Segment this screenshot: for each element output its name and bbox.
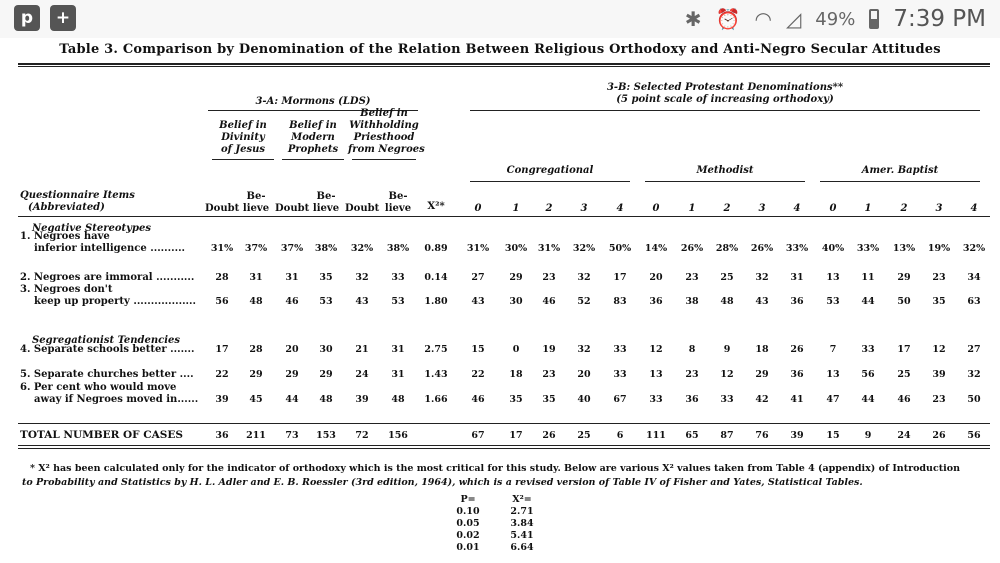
congregational-rule (470, 181, 630, 182)
table-cell: 21 (355, 344, 369, 355)
row-header-abbreviated: (Abbreviated) (28, 202, 105, 213)
table-cell: 29 (319, 369, 333, 380)
table-cell: 53 (826, 296, 840, 307)
table-cell: 32% (962, 243, 986, 254)
belief-1-rule (212, 159, 274, 160)
table-cell: 31 (391, 369, 405, 380)
x-squared-value: 2.71 (510, 506, 534, 517)
group-a-header: 3-A: Mormons (LDS) (255, 96, 371, 107)
table-cell: 39 (355, 394, 369, 405)
total-cell: 17 (509, 430, 523, 441)
table-cell: 83 (613, 296, 627, 307)
table-cell: 34 (967, 272, 981, 283)
table-cell: 22 (471, 369, 485, 380)
battery-icon (869, 9, 879, 29)
denomination-congregational: Congregational (506, 165, 594, 176)
table-cell: 1.43 (424, 369, 448, 380)
table-cell: 53 (391, 296, 405, 307)
table-cell: 0.14 (424, 272, 448, 283)
column-scale-4: 4 (970, 203, 978, 214)
table-cell: 31 (249, 272, 263, 283)
table-cell: 32 (577, 272, 591, 283)
column-doubt: Doubt (275, 203, 310, 214)
table-cell: 7 (829, 344, 837, 355)
row-label-line-1: 1. Negroes have (20, 231, 110, 242)
table-cell: 56 (861, 369, 875, 380)
table-cell: 31 (391, 344, 405, 355)
table-cell: 41 (790, 394, 804, 405)
table-cell: 33 (613, 344, 627, 355)
footnote-line-2: to Probability and Statistics by H. L. Adler and E. B. Roessler (3rd edition, 1964), which is a revised version of Table IV of Fisher and Yates, Statistical Tables. (22, 477, 863, 488)
table-cell: 31% (537, 243, 561, 254)
row-label: away if Negroes moved in...... (34, 394, 199, 405)
app-icon-p[interactable]: p (14, 5, 40, 31)
total-rule-bottom-2 (18, 448, 990, 449)
belief-2-rule (282, 159, 344, 160)
app-icon-plus[interactable]: + (50, 5, 76, 31)
total-cell: 111 (646, 430, 666, 441)
total-cell: 72 (355, 430, 369, 441)
table-cell: 50% (608, 243, 632, 254)
column-scale-2: 2 (545, 203, 553, 214)
table-cell: 43 (471, 296, 485, 307)
denomination-methodist: Methodist (696, 165, 754, 176)
table-cell: 27 (967, 344, 981, 355)
table-cell: 17 (215, 344, 229, 355)
section-segregationist-tendencies: Segregationist Tendencies (32, 335, 180, 346)
column-scale-4: 4 (793, 203, 801, 214)
table-cell: 20 (577, 369, 591, 380)
table-cell: 32% (572, 243, 596, 254)
table-cell: 38% (386, 243, 410, 254)
total-cell: 65 (685, 430, 699, 441)
table-cell: 50 (967, 394, 981, 405)
table-cell: 30% (504, 243, 528, 254)
table-cell: 18 (509, 369, 523, 380)
top-rule (18, 63, 990, 65)
table-cell: 63 (967, 296, 981, 307)
table-cell: 12 (720, 369, 734, 380)
table-cell: 40 (577, 394, 591, 405)
table-cell: 36 (790, 369, 804, 380)
table-cell: 18 (755, 344, 769, 355)
table-cell: 15 (471, 344, 485, 355)
table-cell: 35 (509, 394, 523, 405)
table-cell: 56 (215, 296, 229, 307)
table-cell: 31% (466, 243, 490, 254)
table-cell: 33% (785, 243, 809, 254)
p-value: 0.01 (456, 542, 480, 553)
belief-1-line-2: Divinity (221, 132, 265, 143)
table-cell: 36 (685, 394, 699, 405)
table-cell: 45 (249, 394, 263, 405)
table-cell: 20 (285, 344, 299, 355)
table-cell: 50 (897, 296, 911, 307)
total-cell: 15 (826, 430, 840, 441)
signal-icon: ◿ (785, 7, 802, 31)
table-cell: 53 (319, 296, 333, 307)
p-header: P= (460, 494, 476, 505)
table-cell: 9 (723, 344, 731, 355)
column-scale-0: 0 (829, 203, 837, 214)
methodist-rule (645, 181, 805, 182)
row-label-line-1: 3. Negroes don't (20, 284, 113, 295)
row-label: keep up property .................. (34, 296, 197, 307)
x-squared-value: 3.84 (510, 518, 534, 529)
footnote-line-1: * X² has been calculated only for the indicator of orthodoxy which is the most critical for this study. Below are various X² values taken from Table 4 (appendix) of Introduction (30, 463, 960, 474)
total-cell: 26 (542, 430, 556, 441)
table-cell: 32% (350, 243, 374, 254)
column-scale-1: 1 (688, 203, 696, 214)
table-cell: 32 (577, 344, 591, 355)
table-cell: 32 (755, 272, 769, 283)
table-cell: 33 (649, 394, 663, 405)
table-cell: 0.89 (424, 243, 448, 254)
belief-2-line-2: Modern (291, 132, 335, 143)
belief-1-line-3: of Jesus (220, 144, 266, 155)
table-cell: 33 (720, 394, 734, 405)
table-cell: 38 (685, 296, 699, 307)
column-believe-part-2: lieve (242, 203, 270, 214)
belief-header-2 (278, 120, 348, 156)
table-cell: 43 (755, 296, 769, 307)
column-scale-0: 0 (474, 203, 482, 214)
table-cell: 19 (542, 344, 556, 355)
table-cell: 25 (897, 369, 911, 380)
belief-3-line-2: Withholding (349, 120, 419, 131)
table-cell: 2.75 (424, 344, 448, 355)
belief-header-3 (348, 108, 425, 156)
total-cell: 87 (720, 430, 734, 441)
column-doubt: Doubt (345, 203, 380, 214)
table-cell: 67 (613, 394, 627, 405)
table-cell: 33% (856, 243, 880, 254)
table-cell: 23 (932, 272, 946, 283)
table-cell: 26% (750, 243, 774, 254)
table-cell: 17 (613, 272, 627, 283)
table-cell: 11 (861, 272, 875, 283)
table-cell: 13 (826, 272, 840, 283)
table-cell: 23 (542, 369, 556, 380)
total-cell: 73 (285, 430, 299, 441)
column-believe-part-1: Be- (316, 191, 336, 202)
table-cell: 43 (355, 296, 369, 307)
table-cell: 31% (210, 243, 234, 254)
table-cell: 44 (861, 296, 875, 307)
x-squared-value: 6.64 (510, 542, 534, 553)
table-cell: 26 (790, 344, 804, 355)
table-cell: 30 (319, 344, 333, 355)
table-cell: 46 (285, 296, 299, 307)
table-cell: 13 (649, 369, 663, 380)
table-cell: 29 (755, 369, 769, 380)
column-scale-1: 1 (864, 203, 872, 214)
table-cell: 37% (280, 243, 304, 254)
clock: 7:39 PM (893, 6, 986, 32)
table-cell: 12 (932, 344, 946, 355)
column-scale-2: 2 (723, 203, 731, 214)
table-cell: 52 (577, 296, 591, 307)
total-cell: 56 (967, 430, 981, 441)
table-cell: 33 (861, 344, 875, 355)
belief-2-line-1: Belief in (289, 120, 337, 131)
table-cell: 46 (897, 394, 911, 405)
table-cell: 29 (249, 369, 263, 380)
table-cell: 23 (685, 272, 699, 283)
table-cell: 8 (688, 344, 696, 355)
total-rule-top (18, 423, 990, 424)
table-cell: 30 (509, 296, 523, 307)
table-cell: 38% (314, 243, 338, 254)
table-cell: 29 (509, 272, 523, 283)
total-cell: 25 (577, 430, 591, 441)
p-value: 0.10 (456, 506, 480, 517)
total-cell: 156 (388, 430, 408, 441)
table-cell: 39 (215, 394, 229, 405)
table-cell: 28 (215, 272, 229, 283)
table-cell: 29 (285, 369, 299, 380)
column-scale-3: 3 (758, 203, 766, 214)
status-bar (0, 0, 1000, 38)
table-cell: 23 (685, 369, 699, 380)
column-believe-part-2: lieve (312, 203, 340, 214)
p-value: 0.02 (456, 530, 480, 541)
group-b-subheader: (5 point scale of increasing orthodoxy) (616, 94, 834, 105)
total-cell: 211 (246, 430, 266, 441)
table-cell: 48 (391, 394, 405, 405)
column-scale-0: 0 (652, 203, 660, 214)
row-label: 2. Negroes are immoral ........... (20, 272, 195, 283)
belief-header-1 (208, 120, 278, 156)
column-doubt: Doubt (205, 203, 240, 214)
column-chi-square: X²* (427, 201, 445, 212)
table-cell: 20 (649, 272, 663, 283)
document-page (0, 38, 1000, 563)
table-cell: 23 (932, 394, 946, 405)
table-cell: 33 (613, 369, 627, 380)
section-negative-stereotypes: Negative Stereotypes (32, 223, 151, 234)
alarm-icon: ⏰ (715, 7, 741, 31)
wifi-icon: ◠ (754, 7, 772, 31)
table-cell: 1.80 (424, 296, 448, 307)
table-cell: 14% (644, 243, 668, 254)
belief-3-line-1: Belief in (360, 108, 408, 119)
table-cell: 28% (715, 243, 739, 254)
column-scale-2: 2 (900, 203, 908, 214)
table-title: Table 3. Comparison by Denomination of the Relation Between Religious Orthodoxy and Anti-Negro Secular Attitudes (59, 42, 941, 57)
table-cell: 35 (542, 394, 556, 405)
table-cell: 23 (542, 272, 556, 283)
row-header-items: Questionnaire Items (20, 190, 135, 201)
table-cell: 13% (892, 243, 916, 254)
table-cell: 36 (649, 296, 663, 307)
table-cell: 25 (720, 272, 734, 283)
table-cell: 33 (391, 272, 405, 283)
row-label: 5. Separate churches better .... (20, 369, 194, 380)
column-scale-1: 1 (512, 203, 520, 214)
table-cell: 39 (932, 369, 946, 380)
total-cell: 76 (755, 430, 769, 441)
p-value: 0.05 (456, 518, 480, 529)
x-squared-value: 5.41 (510, 530, 534, 541)
group-b-header: 3-B: Selected Protestant Denominations** (606, 82, 844, 93)
column-scale-3: 3 (580, 203, 588, 214)
x-header: X²= (512, 494, 532, 505)
table-cell: 22 (215, 369, 229, 380)
table-cell: 17 (897, 344, 911, 355)
table-cell: 42 (755, 394, 769, 405)
table-cell: 37% (244, 243, 268, 254)
column-believe-part-1: Be- (246, 191, 266, 202)
total-rule-bottom (18, 445, 990, 446)
total-label: TOTAL NUMBER OF CASES (20, 429, 183, 441)
table-cell: 44 (285, 394, 299, 405)
column-scale-3: 3 (935, 203, 943, 214)
column-believe-part-1: Be- (388, 191, 408, 202)
row-label: inferior intelligence .......... (34, 243, 186, 254)
column-scale-4: 4 (616, 203, 624, 214)
table-cell: 1.66 (424, 394, 448, 405)
total-cell: 67 (471, 430, 485, 441)
table-cell: 48 (319, 394, 333, 405)
belief-1-line-1: Belief in (219, 120, 267, 131)
table-cell: 31 (790, 272, 804, 283)
header-rule (18, 216, 990, 217)
table-cell: 12 (649, 344, 663, 355)
total-cell: 36 (215, 430, 229, 441)
belief-2-line-3: Prophets (287, 144, 339, 155)
table-cell: 40% (821, 243, 845, 254)
total-cell: 153 (316, 430, 336, 441)
belief-3-line-4: from Negroes (348, 144, 425, 155)
table-cell: 29 (897, 272, 911, 283)
denomination-amer-baptist: Amer. Baptist (861, 165, 939, 176)
table-cell: 36 (790, 296, 804, 307)
table-cell: 32 (967, 369, 981, 380)
belief-3-line-3: Priesthood (353, 132, 415, 143)
column-believe-part-2: lieve (384, 203, 412, 214)
row-label: 4. Separate schools better ....... (20, 344, 195, 355)
bluetooth-icon: ✱ (684, 7, 702, 31)
group-b-rule (470, 110, 980, 111)
table-cell: 27 (471, 272, 485, 283)
total-cell: 6 (616, 430, 624, 441)
table-cell: 0 (512, 344, 520, 355)
table-cell: 28 (249, 344, 263, 355)
table-cell: 32 (355, 272, 369, 283)
total-cell: 26 (932, 430, 946, 441)
table-cell: 35 (319, 272, 333, 283)
table-cell: 47 (826, 394, 840, 405)
table-cell: 44 (861, 394, 875, 405)
total-cell: 9 (864, 430, 872, 441)
top-rule-2 (18, 66, 990, 67)
belief-3-rule (352, 159, 416, 160)
table-cell: 48 (720, 296, 734, 307)
table-cell: 13 (826, 369, 840, 380)
total-cell: 39 (790, 430, 804, 441)
table-cell: 46 (471, 394, 485, 405)
row-label-line-1: 6. Per cent who would move (20, 382, 177, 393)
baptist-rule (820, 181, 980, 182)
table-cell: 19% (927, 243, 951, 254)
total-cell: 24 (897, 430, 911, 441)
table-cell: 26% (680, 243, 704, 254)
battery-percent: 49% (815, 8, 856, 30)
table-cell: 24 (355, 369, 369, 380)
table-cell: 31 (285, 272, 299, 283)
table-cell: 46 (542, 296, 556, 307)
table-cell: 35 (932, 296, 946, 307)
table-cell: 48 (249, 296, 263, 307)
